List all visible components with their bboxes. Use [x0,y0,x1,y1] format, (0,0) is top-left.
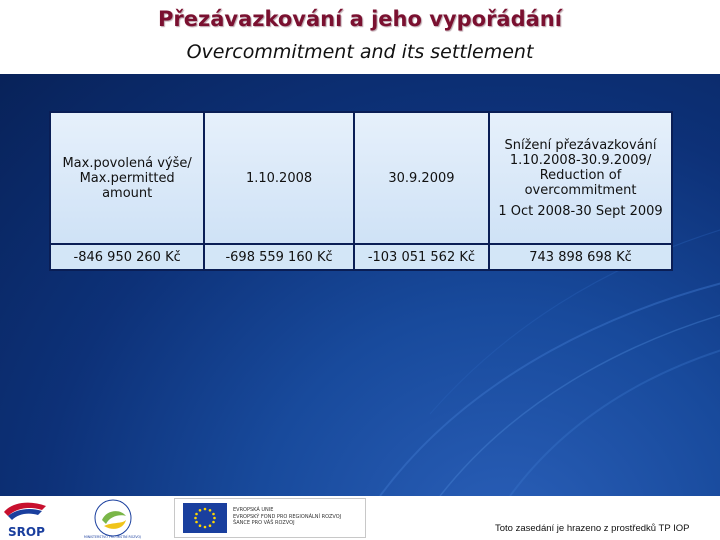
eu-text [233,507,341,527]
eu-flag-icon [183,503,227,533]
slide-subtitle: Overcommitment and its settlement [186,41,534,63]
value-reduction: 743 898 698 Kč [489,244,672,270]
eu-line: ŠANCE PRO VÁŠ ROZVOJ [233,520,295,526]
slide-title: Přezávazkování a jeho vypořádání [158,7,562,31]
footer [0,496,720,540]
ministry-logo [80,496,146,540]
header-date-end: 30.9.2009 [354,112,489,244]
srop-label: SROP [8,525,45,539]
header-max-permitted: Max.povolená výše/ Max.permitted amount [50,112,204,244]
eu-line: EVROPSKÁ UNIE [233,507,274,513]
eu-line: EVROPSKÝ FOND PRO REGIONÁLNÍ ROZVOJ [233,513,342,520]
eu-logo-box [174,498,366,538]
slide-header [0,0,720,74]
value-max-permitted: -846 950 260 Kč [50,244,204,270]
table-row [50,244,672,270]
funding-note: Toto zasedání je hrazeno z prostředků TP IOP [495,523,690,534]
table-header-row [50,112,672,244]
value-date-end: -103 051 562 Kč [354,244,489,270]
header-date-start: 1.10.2008 [204,112,354,244]
ministry-label: MINISTERSTVO PRO MÍSTNÍ ROZVOJ [84,535,141,539]
header-reduction [489,112,672,244]
header-reduction-period: 1 Oct 2008-30 Sept 2009 [498,203,663,219]
value-date-start: -698 559 160 Kč [204,244,354,270]
header-reduction-label: Snížení přezávazkování 1.10.2008-30.9.2009/ Reduction of overcommitment [504,137,657,198]
srop-logo [2,496,56,540]
overcommitment-table [49,111,673,271]
